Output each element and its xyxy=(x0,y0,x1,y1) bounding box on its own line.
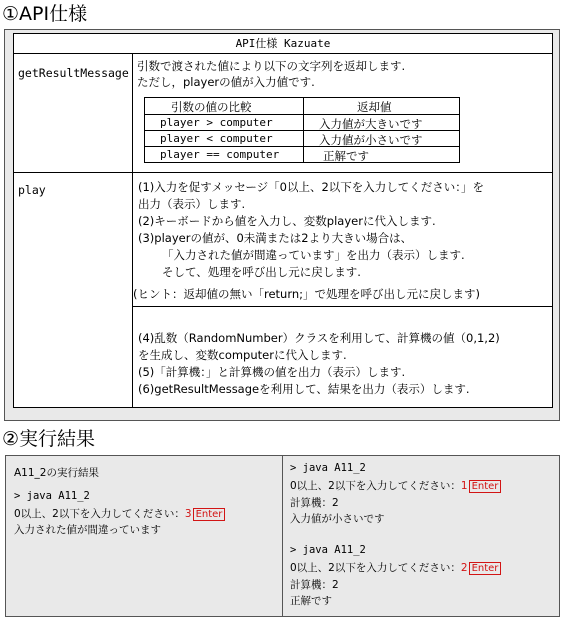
table-row-cond: player > computer xyxy=(160,116,273,129)
console-command: > java A11_2 xyxy=(290,462,366,474)
play-desc-line: を生成し、変数computerに代入します. xyxy=(138,348,347,362)
desc-line: 引数で渡された値により以下の文字列を返却します. xyxy=(137,59,406,73)
grid-line xyxy=(14,53,552,54)
grid-line xyxy=(132,306,553,307)
console-prompt-line xyxy=(14,507,225,521)
table-row-cond: player == computer xyxy=(160,148,280,161)
grid-line xyxy=(132,53,133,408)
result-box xyxy=(5,455,560,617)
play-hint: (ヒント：返却値の無い「return;」で処理を呼び出し元に戻します) xyxy=(133,287,481,301)
console-prompt-line xyxy=(290,479,501,493)
console-command: > java A11_2 xyxy=(14,490,90,502)
console-prompt: 0以上、2以下を入力してください： xyxy=(14,508,185,520)
console-input-value: 2 xyxy=(460,562,468,574)
console-output: 正解です xyxy=(290,595,332,607)
play-desc-line: (3)playerの値が、0未満または2より大きい場合は、 xyxy=(138,231,413,245)
enter-key-icon: Enter xyxy=(469,480,502,493)
table-row-ret: 正解です xyxy=(323,149,369,163)
play-desc-line: (5)「計算機：」と計算機の値を出力（表示）します. xyxy=(138,365,406,379)
play-desc-line: 出力（表示）します. xyxy=(138,197,246,211)
table-row-cond: player < computer xyxy=(160,132,273,145)
enter-key-icon: Enter xyxy=(469,562,502,575)
result-divider xyxy=(282,456,283,616)
return-value-table xyxy=(144,97,460,163)
grid-line xyxy=(14,172,552,173)
method-name-getresultmessage: getResultMessage xyxy=(18,66,129,80)
enter-key-icon: Enter xyxy=(193,508,226,521)
result-title: A11_2の実行結果 xyxy=(14,467,99,479)
table-row-ret: 入力値が大きいです xyxy=(319,117,423,131)
grid-line xyxy=(303,98,304,162)
play-desc-line: (4)乱数（RandomNumber）クラスを利用して、計算機の値（0,1,2) xyxy=(138,331,500,345)
section-heading-api: ①API仕様 xyxy=(2,3,88,25)
table-row-ret: 入力値が小さいです xyxy=(319,133,423,147)
console-output: 入力値が小さいです xyxy=(290,513,385,525)
console-output: 入力された値が間違っています xyxy=(14,524,161,536)
api-table xyxy=(13,33,553,408)
play-desc-line: そして、処理を呼び出し元に戻します. xyxy=(162,265,361,279)
console-calc: 計算機：2 xyxy=(290,497,339,509)
col-header-comparison: 引数の値の比較 xyxy=(171,100,252,114)
desc-line: ただし，playerの値が入力値です. xyxy=(137,75,315,89)
console-prompt-line xyxy=(290,561,501,575)
play-desc-line: (2)キーボードから値を入力し、変数playerに代入します. xyxy=(138,214,436,228)
console-command: > java A11_2 xyxy=(290,544,366,556)
play-desc-line: (6)getResultMessageを利用して、結果を出力（表示）します. xyxy=(138,382,470,396)
console-input-value: 1 xyxy=(460,480,468,492)
play-desc-line: 「入力された値が間違っています」を出力（表示）します. xyxy=(162,248,465,262)
console-calc: 計算機：2 xyxy=(290,579,339,591)
col-header-return: 返却値 xyxy=(357,100,392,114)
console-input-value: 3 xyxy=(184,508,192,520)
section-heading-result: ②実行結果 xyxy=(2,428,96,450)
console-prompt: 0以上、2以下を入力してください： xyxy=(290,562,461,574)
api-table-title: API仕様 Kazuate xyxy=(235,37,331,50)
play-desc-line: (1)入力を促すメッセージ「0以上、2以下を入力してください：」を xyxy=(138,180,485,194)
console-prompt: 0以上、2以下を入力してください： xyxy=(290,480,461,492)
method-name-play: play xyxy=(18,183,46,197)
